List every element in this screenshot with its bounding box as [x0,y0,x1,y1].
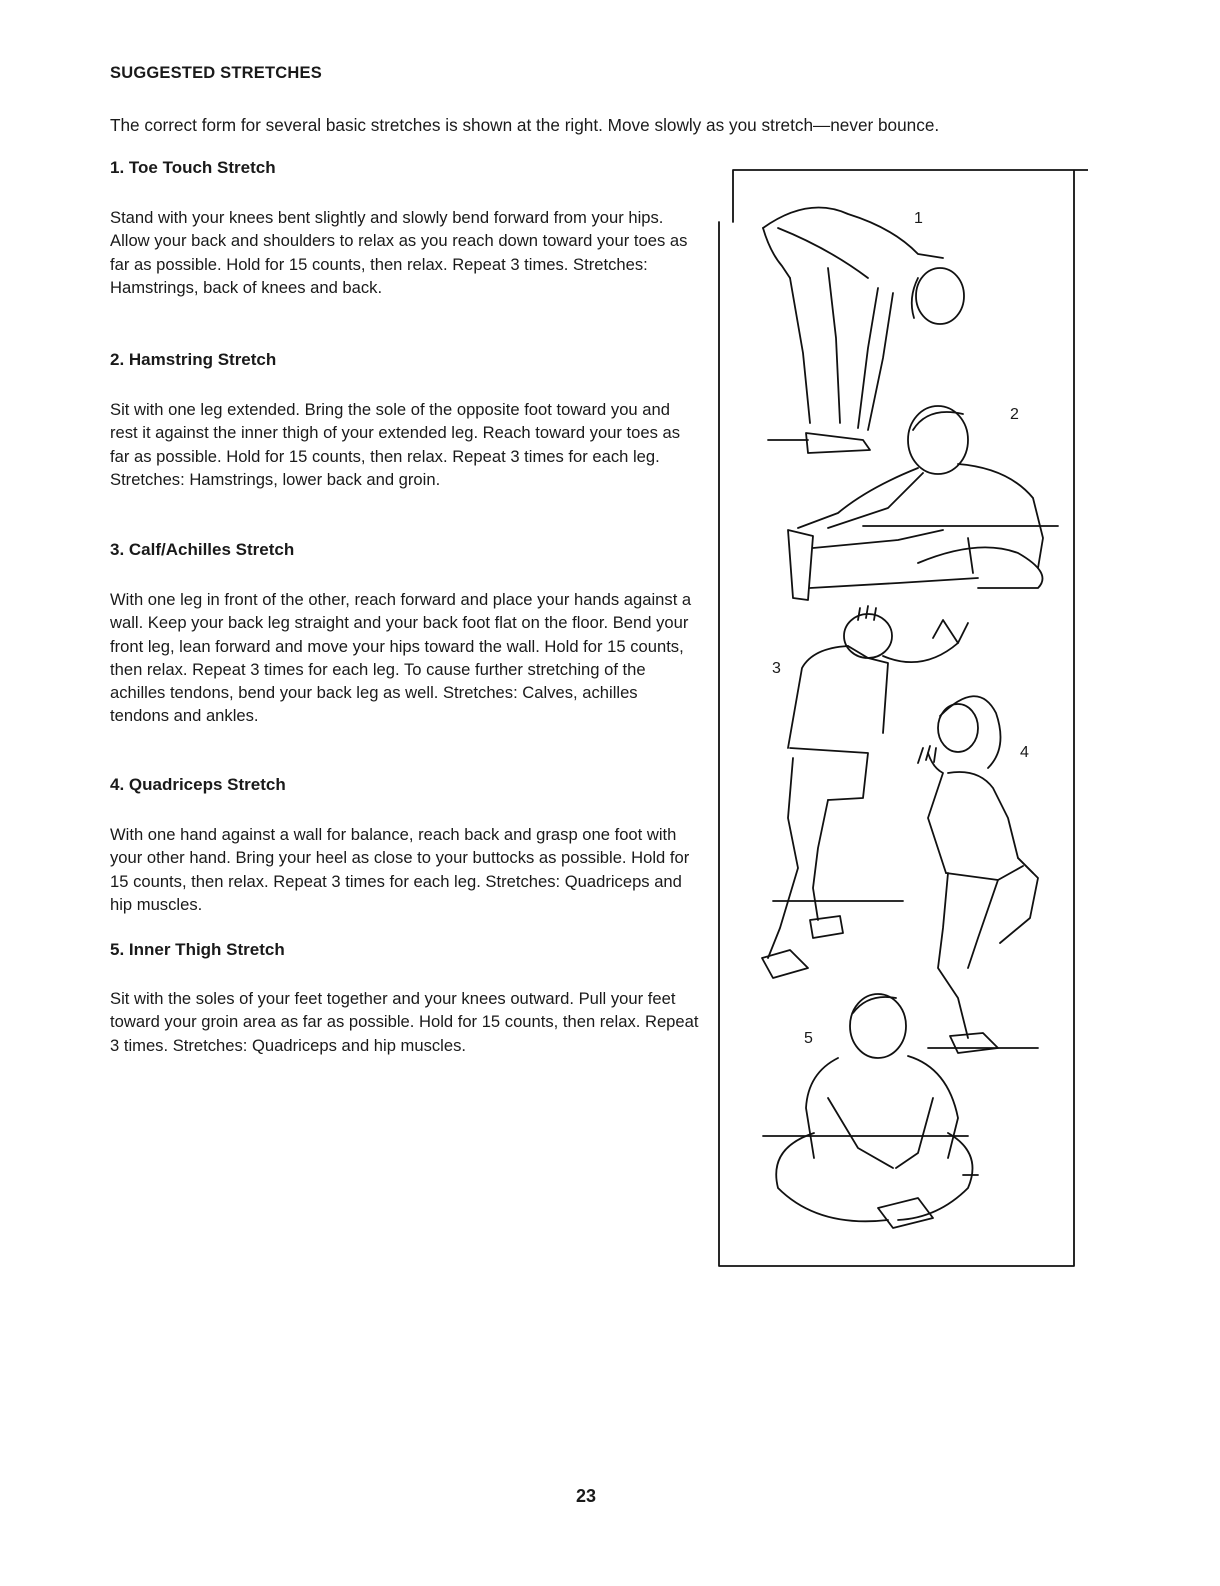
stretch-3-body: With one leg in front of the other, reach forward and place your hands against a wall. Keep your back leg straight and your back foot flat on the floor. Bend your front leg, lean forward and move your hips toward the wall. Hold for 15 counts, then relax. Repeat 3 times for each leg. To cause further stretching of the achilles tendons, bend your back leg as well. Stretches: Calves, achilles tendons and ankles. [110,590,692,726]
page-heading: SUGGESTED STRETCHES [110,64,322,82]
stretch-5-body: Sit with the soles of your feet together and your knees outward. Pull your feet toward your groin area as far as possible. Hold for 15 counts, then relax. Repeat 3 times. Stretches: Quadriceps and hip muscles. [110,989,699,1055]
intro-paragraph: The correct form for several basic stretches is shown at the right. Move slowly as you stretch—never bounce. [110,115,940,135]
figure-label-3: 3 [772,660,781,677]
stretch-4-title: 4. Quadriceps Stretch [110,775,286,794]
stretch-illustrations [718,168,1088,1268]
inner-thigh-figure [763,994,978,1228]
figure-label-1: 1 [914,210,923,227]
figure-label-4: 4 [1020,744,1029,761]
stretch-illustrations-panel [718,168,1088,1268]
stretch-1-title: 1. Toe Touch Stretch [110,158,276,177]
stretch-2-title: 2. Hamstring Stretch [110,350,277,369]
stretch-1-body: Stand with your knees bent slightly and slowly bend forward from your hips. Allow your back and shoulders to relax as you reach down toward your toes as far as possible. Hold for 15 counts, then relax. Repeat 3 times. Stretches: Hamstrings, back of knees and back. [110,208,688,297]
stretch-2-body: Sit with one leg extended. Bring the sole of the opposite foot toward you and rest it against the inner thigh of your extended leg. Reach toward your toes as far as possible. Hold for 15 counts, then relax. Repeat 3 times for each leg. Stretches: Hamstrings, lower back and groin. [110,400,681,489]
figure-label-5: 5 [804,1030,813,1047]
figure-label-2: 2 [1010,406,1019,423]
panel-border [719,170,1088,1266]
stretch-3-title: 3. Calf/Achilles Stretch [110,540,295,559]
page-number: 23 [576,1486,597,1506]
stretch-5-title: 5. Inner Thigh Stretch [110,940,285,959]
stretch-4-body: With one hand against a wall for balance, reach back and grasp one foot with your other hand. Bring your heel as close to your buttocks as possible. Hold for 15 counts, then relax. Repeat 3 times for each leg. Stretches: Quadriceps and hip muscles. [110,825,690,914]
toe-touch-figure [763,208,964,453]
